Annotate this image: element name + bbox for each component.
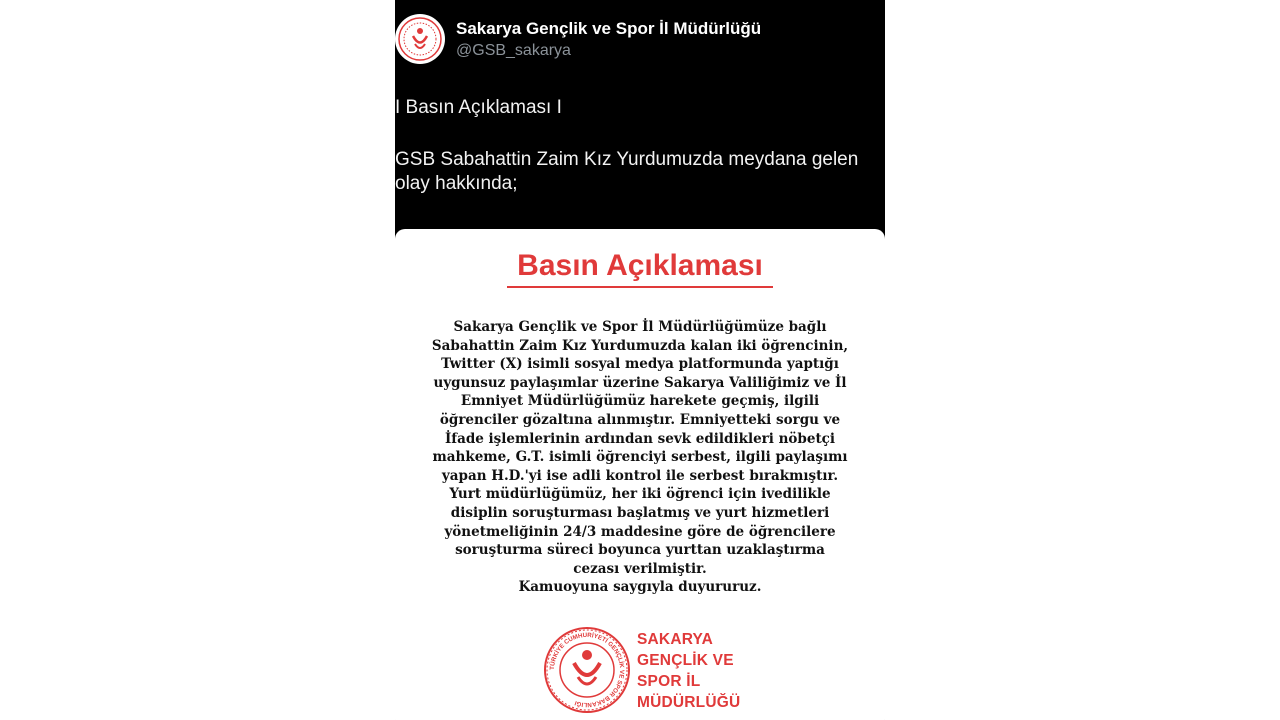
- press-release-title: Basın Açıklaması: [517, 249, 763, 282]
- gsb-logo-emblem: [542, 625, 632, 715]
- display-name[interactable]: Sakarya Gençlik ve Spor İl Müdürlüğü: [456, 19, 762, 38]
- gsb-logo-text: [637, 629, 740, 713]
- body-line: cezası verilmiştir.: [573, 560, 707, 577]
- body-line: Yurt müdürlüğümüz, her iki öğrenci için ivedilikle: [449, 486, 831, 503]
- logo-line: MÜDÜRLÜĞÜ: [637, 694, 741, 711]
- body-line: yönetmeliğinin 24/3 maddesine göre de öğrencilere: [444, 523, 836, 540]
- body-line: İfade işlemlerinin ardından sevk edildikleri nöbetçi: [444, 430, 836, 447]
- body-line: mahkeme, G.T. isimli öğrenciyi serbest, ilgili paylaşımı: [432, 449, 848, 466]
- body-line: disiplin soruşturması başlatmış ve yurt hizmetleri: [450, 504, 830, 521]
- body-line: öğrenciler gözaltına alınmıştır. Emniyetteki sorgu ve: [439, 411, 841, 428]
- logo-line: SPOR İL: [637, 673, 701, 690]
- body-line: Sabahattin Zaim Kız Yurdumuzda kalan iki öğrencinin,: [431, 337, 849, 354]
- body-line: Sakarya Gençlik ve Spor İl Müdürlüğümüze bağlı: [453, 319, 827, 335]
- tweet-line: GSB Sabahattin Zaim Kız Yurdumuzda meydana gelen: [395, 149, 859, 170]
- logo-line: GENÇLİK VE: [637, 652, 734, 669]
- seal-ring-text: TÜRKİYE CUMHURİYETİ GENÇLİK VE SPOR BAKANLIĞI: [548, 631, 626, 709]
- tweet-text: [395, 96, 883, 196]
- body-line: Twitter (X) isimli sosyal medya platformunda yaptığı: [441, 356, 839, 373]
- tweet-card: [395, 0, 885, 720]
- avatar[interactable]: [395, 14, 445, 64]
- tweet-header: [395, 14, 885, 70]
- body-line: yapan H.D.'yi ise adli kontrol ile serbest bırakmıştır.: [441, 467, 839, 484]
- press-release-body: [415, 318, 865, 597]
- gsb-seal-icon: [542, 625, 632, 715]
- tweet-media-image[interactable]: [395, 229, 885, 720]
- body-line: Kamuoyuna saygıyla duyururuz.: [518, 579, 762, 596]
- account-handle[interactable]: @GSB_sakarya: [456, 42, 571, 59]
- title-underline: [507, 286, 773, 288]
- logo-line: SAKARYA: [637, 631, 714, 648]
- body-line: uygunsuz paylaşımlar üzerine Sakarya Valiliğimiz ve İl: [433, 374, 847, 391]
- tweet-line: olay hakkında;: [395, 173, 518, 194]
- tweet-line: I Basın Açıklaması I: [395, 97, 562, 118]
- body-line: Emniyet Müdürlüğümüz harekete geçmiş, ilgili: [460, 393, 820, 410]
- body-line: soruşturma süreci boyunca yurttan uzaklaştırma: [455, 542, 825, 559]
- gsb-emblem-icon: [395, 14, 445, 64]
